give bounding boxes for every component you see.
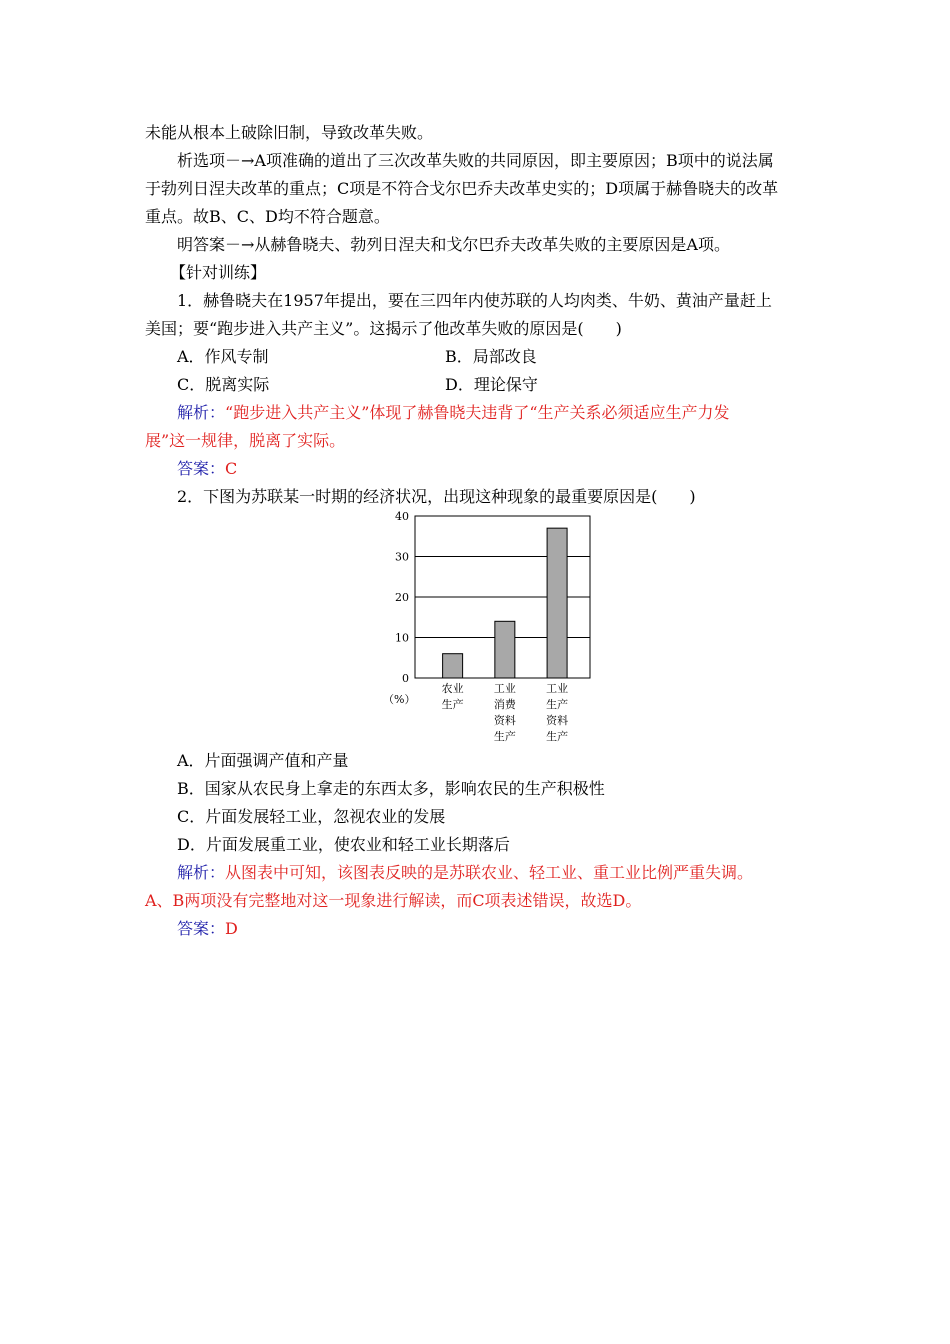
x-category-label: 生产 xyxy=(441,698,464,711)
x-category-label: 消费 xyxy=(493,698,516,711)
q2-answer-label: 答案： xyxy=(177,919,226,938)
q1-option-c: C．脱离实际 xyxy=(177,375,270,394)
y-tick-label: 0 xyxy=(402,672,409,685)
q1-explanation-text: “跑步进入共产主义”体现了赫鲁晓夫违背了“生产关系必须适应生产力发 xyxy=(225,403,730,422)
analysis-line-2: 于勃列日涅夫改革的重点；C项是不符合戈尔巴乔夫改革史实的；D项属于赫鲁晓夫的改革 xyxy=(145,179,779,198)
intro-line: 未能从根本上破除旧制，导致改革失败。 xyxy=(145,123,434,142)
q1-stem-line-2: 美国；要“跑步进入共产主义”。这揭示了他改革失败的原因是( ) xyxy=(145,319,622,338)
q2-option-a: A．片面强调产值和产量 xyxy=(177,751,349,770)
chart-unit-label: （%） xyxy=(383,693,416,706)
q1-answer-label: 答案： xyxy=(177,459,226,478)
y-tick-label: 20 xyxy=(395,591,409,604)
x-category-label: 生产 xyxy=(546,730,569,743)
q1-option-a: A．作风专制 xyxy=(177,347,269,366)
q2-option-d: D．片面发展重工业，使农业和轻工业长期落后 xyxy=(177,835,510,854)
q2-explanation-text: 从图表中可知，该图表反映的是苏联农业、轻工业、重工业比例严重失调。 xyxy=(225,863,754,882)
y-tick-label: 30 xyxy=(395,550,409,564)
q2-explanation-label: 解析： xyxy=(177,863,226,882)
x-category-label: 生产 xyxy=(493,730,516,743)
bar xyxy=(547,528,567,678)
analysis-line-3: 重点。故B、C、D均不符合题意。 xyxy=(145,207,390,226)
q2-explanation-line-2: A、B两项没有完整地对这一现象进行解读，而C项表述错误，故选D。 xyxy=(145,891,642,910)
q1-option-b: B．局部改良 xyxy=(445,347,537,366)
q1-answer-value: C xyxy=(225,459,238,478)
q2-answer-value: D xyxy=(225,919,238,938)
q2-explanation-line-1 xyxy=(177,861,753,885)
q1-explanation-line-1 xyxy=(177,401,730,425)
x-category-label: 生产 xyxy=(546,698,569,711)
y-tick-label: 10 xyxy=(395,631,409,645)
q2-option-b: B．国家从农民身上拿走的东西太多，影响农民的生产积极性 xyxy=(177,779,605,798)
answer-summary-line: 明答案－→从赫鲁晓夫、勃列日涅夫和戈尔巴乔夫改革失败的主要原因是A项。 xyxy=(177,235,730,254)
q1-explanation-line-2: 展”这一规律，脱离了实际。 xyxy=(145,431,346,450)
q2-answer-line xyxy=(177,917,238,941)
bar xyxy=(495,621,515,678)
x-category-label: 工业 xyxy=(546,682,569,695)
x-category-label: 资料 xyxy=(546,714,569,727)
q1-option-d: D．理论保守 xyxy=(445,375,538,394)
q1-stem-line-1: 1．赫鲁晓夫在1957年提出，要在三四年内使苏联的人均肉类、牛奶、黄油产量赶上 xyxy=(177,291,772,310)
bar-chart xyxy=(375,508,605,748)
q2-option-c: C．片面发展轻工业，忽视农业的发展 xyxy=(177,807,446,826)
q2-stem: 2．下图为苏联某一时期的经济状况，出现这种现象的最重要原因是( ) xyxy=(177,487,696,506)
bar xyxy=(443,654,463,678)
x-category-label: 资料 xyxy=(493,714,516,727)
x-category-label: 工业 xyxy=(493,682,516,695)
analysis-line-1: 析选项－→A项准确的道出了三次改革失败的共同原因，即主要原因；B项中的说法属 xyxy=(177,151,774,170)
q1-explanation-label: 解析： xyxy=(177,403,226,422)
q1-answer-line xyxy=(177,457,237,481)
section-title: 【针对训练】 xyxy=(170,263,267,282)
x-category-label: 农业 xyxy=(441,682,464,695)
y-tick-label: 40 xyxy=(395,510,409,523)
